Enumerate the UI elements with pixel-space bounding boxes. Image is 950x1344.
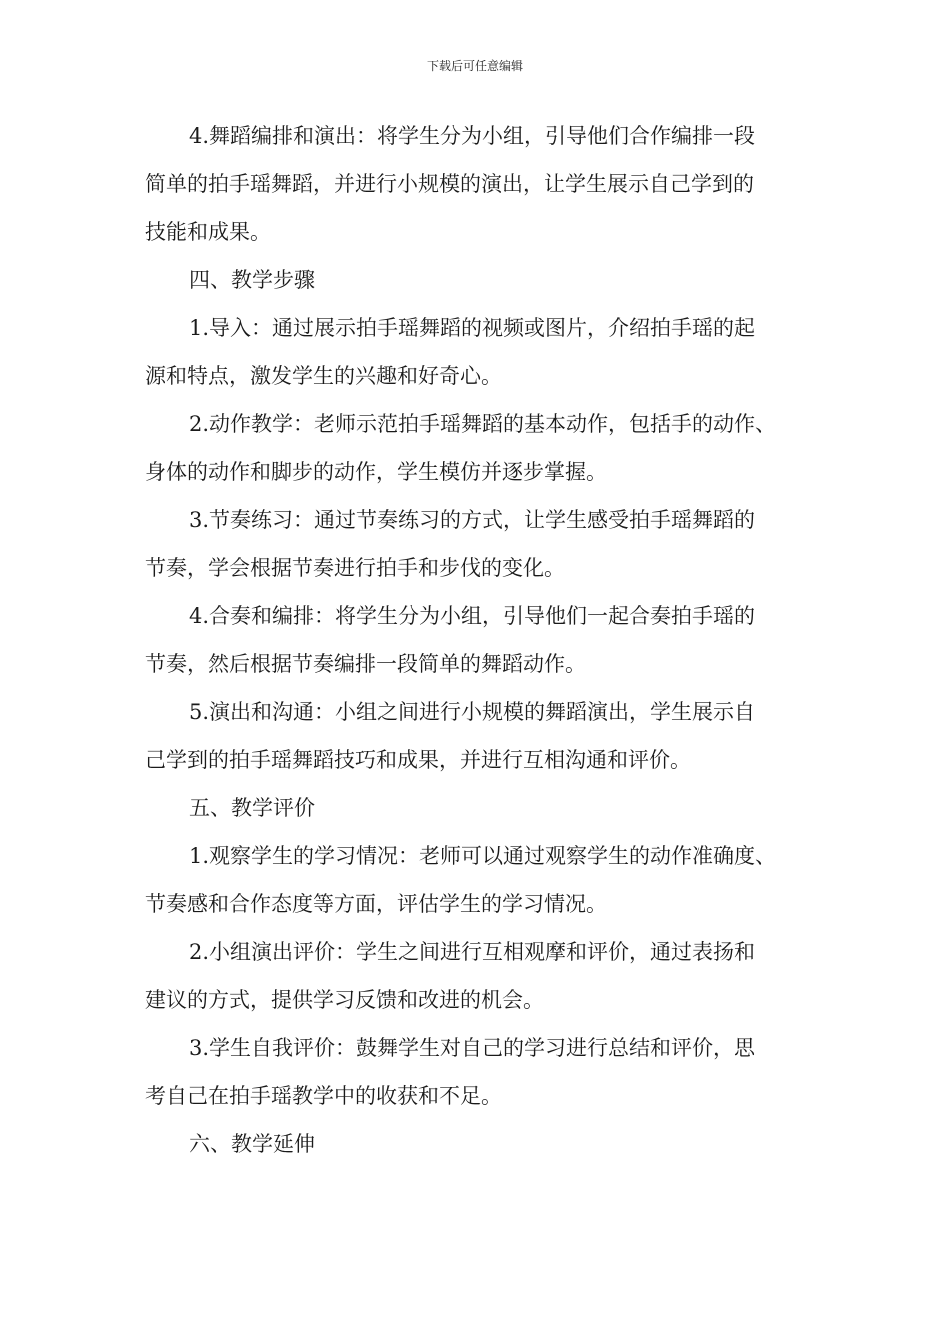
text-line: 2.动作教学：老师示范拍手瑶舞蹈的基本动作，包括手的动作、 [189, 412, 777, 436]
text-line: 节奏，学会根据节奏进行拍手和步伐的变化。 [145, 556, 565, 580]
text-line: 2.小组演出评价：学生之间进行互相观摩和评价，通过表扬和 [189, 940, 756, 964]
document-body [145, 112, 810, 1168]
paragraph-performance-communication [145, 688, 810, 784]
text-line: 源和特点，激发学生的兴趣和好奇心。 [145, 364, 502, 388]
section-heading-teaching-extension [145, 1120, 810, 1168]
heading-text: 六、教学延伸 [189, 1132, 315, 1156]
paragraph-observe-learning [145, 832, 810, 928]
section-heading-teaching-evaluation [145, 784, 810, 832]
text-line: 节奏感和合作态度等方面，评估学生的学习情况。 [145, 892, 607, 916]
text-line: 己学到的拍手瑶舞蹈技巧和成果，并进行互相沟通和评价。 [145, 748, 691, 772]
text-line: 技能和成果。 [145, 220, 271, 244]
text-line: 1.观察学生的学习情况：老师可以通过观察学生的动作准确度、 [189, 844, 777, 868]
paragraph-rhythm-practice [145, 496, 810, 592]
paragraph-group-evaluation [145, 928, 810, 1024]
heading-text: 四、教学步骤 [189, 268, 315, 292]
text-line: 考自己在拍手瑶教学中的收获和不足。 [145, 1084, 502, 1108]
page-header: 下载后可任意编辑 [426, 59, 523, 73]
text-line: 节奏，然后根据节奏编排一段简单的舞蹈动作。 [145, 652, 586, 676]
text-line: 1.导入：通过展示拍手瑶舞蹈的视频或图片，介绍拍手瑶的起 [189, 316, 756, 340]
paragraph-introduction [145, 304, 810, 400]
heading-text: 五、教学评价 [189, 796, 315, 820]
text-line: 4.合奏和编排：将学生分为小组，引导他们一起合奏拍手瑶的 [189, 604, 756, 628]
paragraph-movement-teaching [145, 400, 810, 496]
paragraph-self-evaluation [145, 1024, 810, 1120]
paragraph-ensemble-choreography [145, 592, 810, 688]
paragraph-dance-choreography [145, 112, 810, 256]
text-line: 3.学生自我评价：鼓舞学生对自己的学习进行总结和评价，思 [189, 1036, 756, 1060]
text-line: 建议的方式，提供学习反馈和改进的机会。 [145, 988, 544, 1012]
text-line: 4.舞蹈编排和演出：将学生分为小组，引导他们合作编排一段 [189, 124, 756, 148]
text-line: 3.节奏练习：通过节奏练习的方式，让学生感受拍手瑶舞蹈的 [189, 508, 756, 532]
text-line: 身体的动作和脚步的动作，学生模仿并逐步掌握。 [145, 460, 607, 484]
section-heading-teaching-steps [145, 256, 810, 304]
text-line: 5.演出和沟通：小组之间进行小规模的舞蹈演出，学生展示自 [189, 700, 756, 724]
text-line: 简单的拍手瑶舞蹈，并进行小规模的演出，让学生展示自己学到的 [145, 172, 754, 196]
